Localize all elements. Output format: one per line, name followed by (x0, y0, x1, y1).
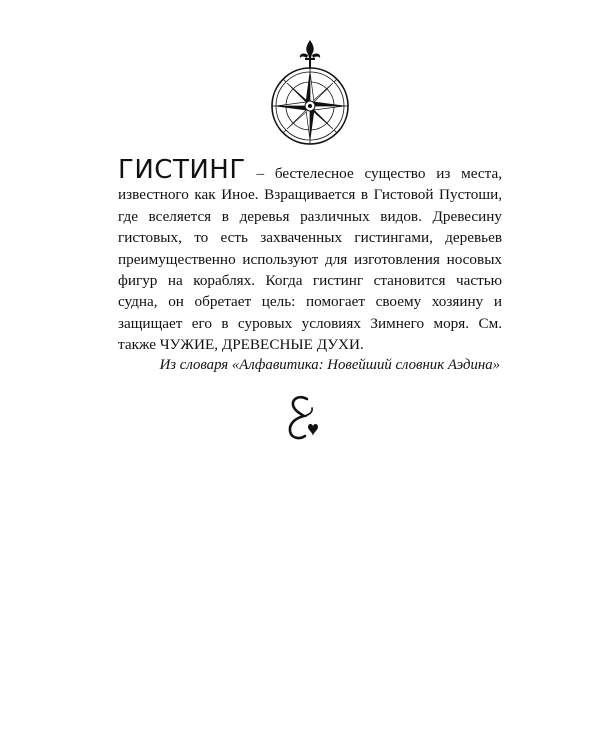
entry-source-citation: Из словаря «Алфавитика: Новейший словник Аэдина» (159, 357, 500, 373)
entry-headword: ГИСТИНГ (118, 155, 246, 185)
ampersand-heart-icon (283, 393, 325, 443)
entry-definition: – бестелесное существо из места, известного как Иное. Взращивается в Гистовой Пустоши, где вселяется в деревья различных видов. Древесину гистовых, то есть захваченных гистингами, деревьев преимущественно используют для изготовления носовых фигур на кораблях. Когда гистинг становится частью судна, он обретает цель: помогает своему хозяину и защищает его в суровых условиях Зимнего моря. См. также ЧУЖИЕ, ДРЕВЕСНЫЕ ДУХИ. (118, 165, 502, 354)
dictionary-entry (118, 155, 502, 356)
compass-rose-icon (265, 38, 355, 148)
